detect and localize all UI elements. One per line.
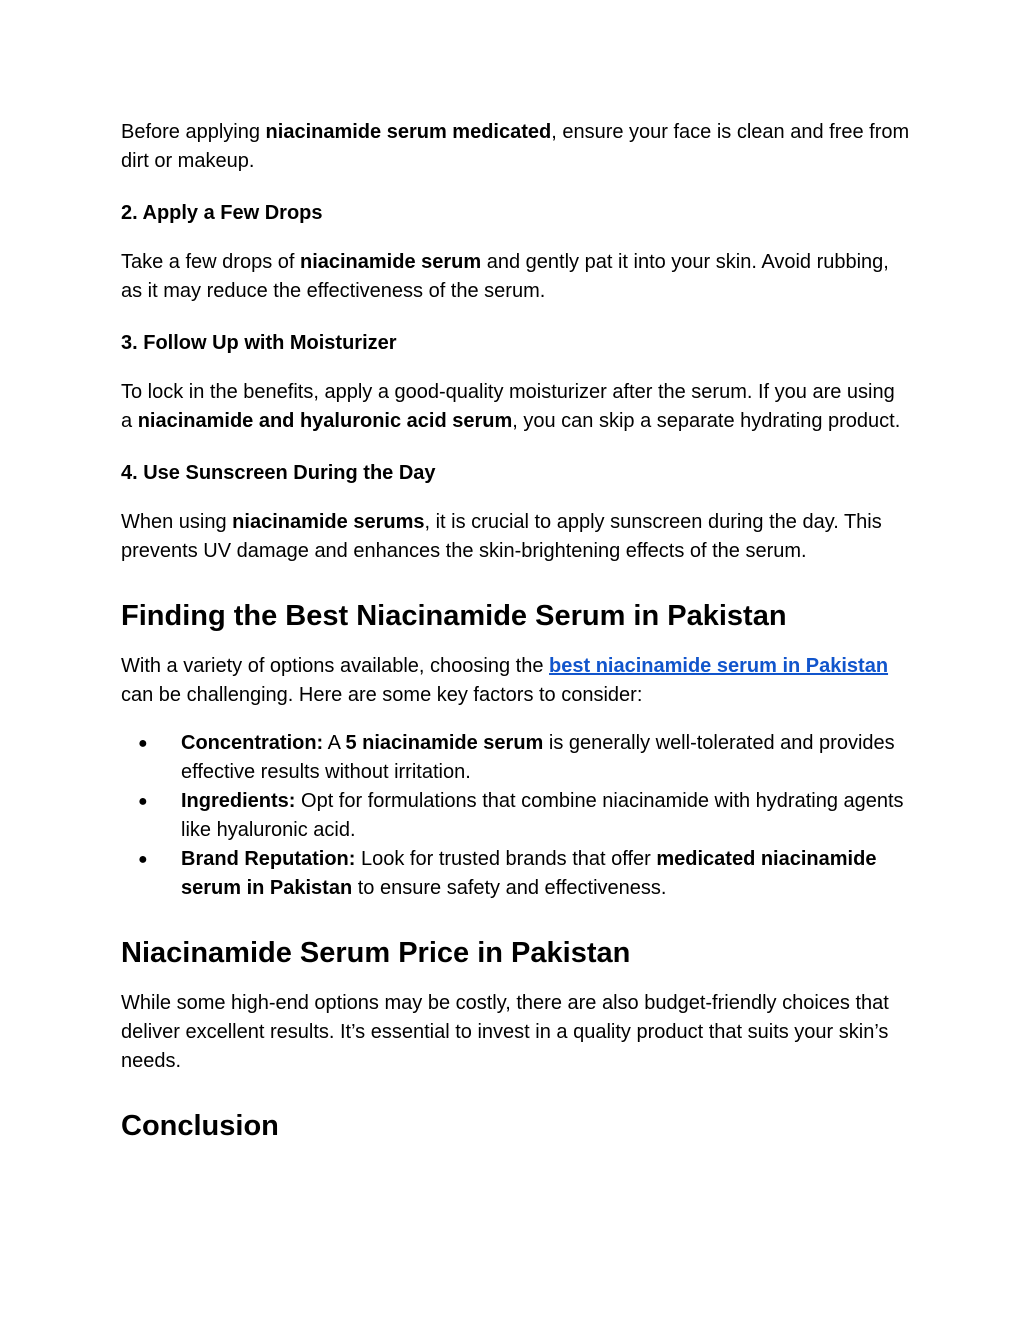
bullet-icon: ● [138,851,148,868]
paragraph-price: While some high-end options may be costly, there are also budget-friendly choices that deliver excellent results. It’s essential to invest in a quality product that suits your skin’s needs. [121,992,889,1072]
heading-apply-drops: 2. Apply a Few Drops [121,202,323,224]
list-item-brand-reputation: ● Brand Reputation: Look for trusted brands that offer medicated niacinamide serum in Pakistan to ensure safety and effectiveness. [121,845,911,903]
heading-conclusion: Conclusion [121,1110,279,1142]
bullet-icon: ● [138,793,148,810]
heading-moisturizer: 3. Follow Up with Moisturizer [121,332,397,354]
paragraph-finding-best: With a variety of options available, choosing the best niacinamide serum in Pakistan can be challenging. Here are some key factors to consider: [121,655,889,706]
heading-finding-best: Finding the Best Niacinamide Serum in Pakistan [121,600,787,632]
document-page [121,118,911,1144]
paragraph-sunscreen: When using niacinamide serums, it is crucial to apply sunscreen during the day. This prevents UV damage and enhances the skin-brightening effects of the serum. [121,511,882,562]
paragraph-moisturizer: To lock in the benefits, apply a good-quality moisturizer after the serum. If you are using a niacinamide and hyaluronic acid serum, you can skip a separate hydrating product. [121,381,901,432]
heading-sunscreen: 4. Use Sunscreen During the Day [121,462,436,484]
best-serum-link[interactable]: best niacinamide serum in Pakistan [549,655,889,677]
list-item-concentration: ● Concentration: A 5 niacinamide serum is generally well-tolerated and provides effective results without irritation. [121,729,911,787]
factors-list [121,729,911,903]
heading-price: Niacinamide Serum Price in Pakistan [121,937,631,969]
paragraph-apply-drops: Take a few drops of niacinamide serum and gently pat it into your skin. Avoid rubbing, as it may reduce the effectiveness of the serum. [121,251,889,302]
list-item-ingredients: ● Ingredients: Opt for formulations that combine niacinamide with hydrating agents like hyaluronic acid. [121,787,911,845]
paragraph-cleanse: Before applying niacinamide serum medicated, ensure your face is clean and free from dirt or makeup. [121,121,910,172]
bullet-icon: ● [138,735,148,752]
